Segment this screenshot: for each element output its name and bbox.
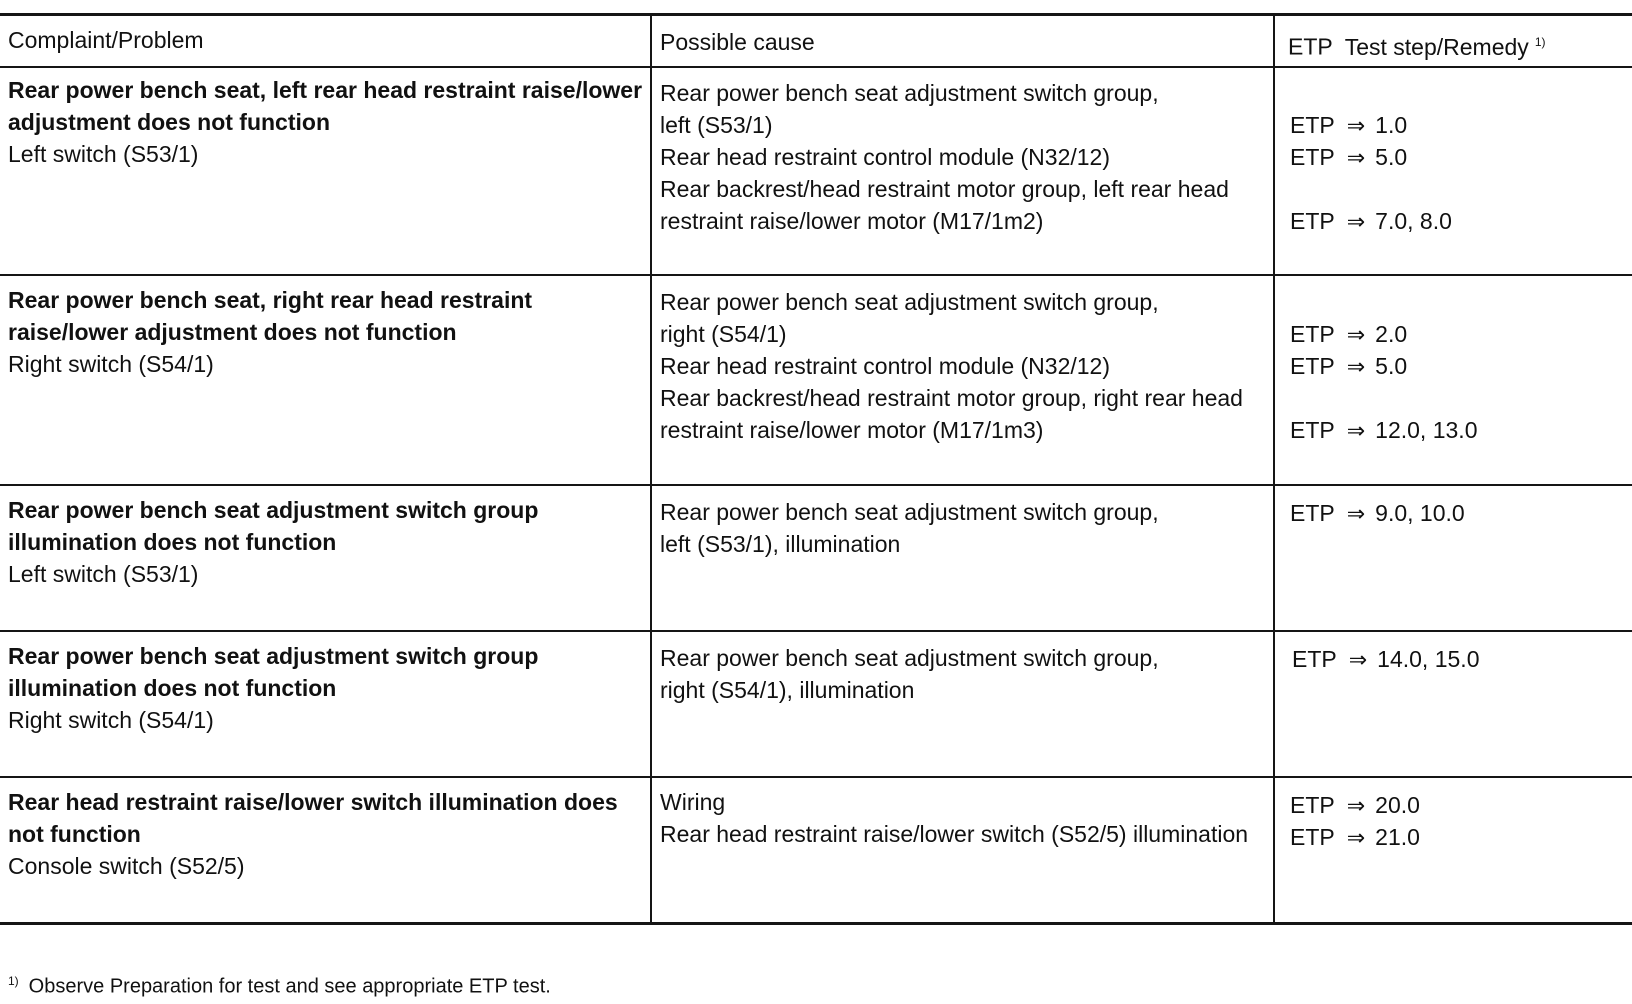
- row-2-cause-line-1: Rear power bench seat adjustment switch group,: [660, 289, 1159, 315]
- etp-label: ETP: [1290, 321, 1335, 347]
- etp-step: 7.0, 8.0: [1375, 208, 1452, 234]
- footnote-mark: 1): [8, 974, 19, 988]
- row-2-cause-line-4: Rear backrest/head restraint motor group, right rear head: [660, 385, 1243, 411]
- row-3-remedy-1: [1290, 497, 1465, 529]
- etp-label: ETP: [1292, 646, 1337, 672]
- row-5-remedies: [1290, 789, 1420, 853]
- row-2-remedies: [1290, 318, 1477, 446]
- header-remedy-prefix: ETP: [1288, 33, 1333, 60]
- row-1-cause-line-3: Rear head restraint control module (N32/12): [660, 144, 1111, 170]
- row-1-problem-line-1: Rear power bench seat, left rear head restraint raise/lower: [8, 77, 643, 103]
- double-arrow-icon: ⇒: [1346, 354, 1366, 379]
- header-possible-cause: Possible cause: [660, 29, 815, 55]
- etp-label: ETP: [1290, 353, 1335, 379]
- footnote: [8, 974, 551, 999]
- row-5-cause-line-2: Rear head restraint raise/lower switch (S52/5) illumination: [660, 821, 1249, 847]
- row-4-problem: [8, 640, 538, 736]
- row-1-causes: [660, 77, 1229, 237]
- row-5-problem-note: Console switch (S52/5): [8, 853, 245, 879]
- row-2-causes: [660, 286, 1243, 446]
- row-2-remedy-2: [1290, 350, 1477, 382]
- double-arrow-icon: ⇒: [1346, 793, 1366, 818]
- etp-step: 12.0, 13.0: [1375, 417, 1478, 443]
- double-arrow-icon: ⇒: [1346, 145, 1366, 170]
- header-remedy: [1288, 28, 1545, 61]
- row-5-problem: [8, 786, 618, 882]
- row-3-cause-line-1: Rear power bench seat adjustment switch group,: [660, 499, 1159, 525]
- footnote-text: Observe Preparation for test and see appropriate ETP test.: [28, 975, 551, 998]
- row-3-problem-line-2: illumination does not function: [8, 529, 337, 555]
- row-4-cause-line-1: Rear power bench seat adjustment switch group,: [660, 645, 1159, 671]
- header-complaint: Complaint/Problem: [8, 27, 204, 53]
- row-3-problem-line-1: Rear power bench seat adjustment switch group: [8, 497, 539, 523]
- row-1-cause-line-1: Rear power bench seat adjustment switch group,: [660, 80, 1159, 106]
- etp-label: ETP: [1290, 500, 1335, 526]
- row-divider-1: [0, 274, 1632, 276]
- header-remedy-label: Test step/Remedy: [1344, 33, 1529, 60]
- row-1-cause-line-5: restraint raise/lower motor (M17/1m2): [660, 208, 1044, 234]
- row-5-remedy-1: [1290, 789, 1420, 821]
- row-4-causes: [660, 642, 1159, 706]
- row-3-problem: [8, 494, 538, 590]
- column-divider-1: [650, 14, 652, 924]
- row-3-remedies: [1290, 497, 1465, 529]
- row-2-problem-note: Right switch (S54/1): [8, 351, 214, 377]
- row-1-remedy-2: [1290, 141, 1452, 173]
- row-1-remedy-3: [1290, 205, 1452, 237]
- row-2-problem-line-2: raise/lower adjustment does not function: [8, 319, 457, 345]
- row-2-problem: [8, 284, 532, 380]
- double-arrow-icon: ⇒: [1346, 113, 1366, 138]
- double-arrow-icon: ⇒: [1346, 501, 1366, 526]
- row-1-cause-line-2: left (S53/1): [660, 112, 773, 138]
- row-1-cause-line-4: Rear backrest/head restraint motor group, left rear head: [660, 176, 1229, 202]
- header-bottom-rule: [0, 66, 1632, 68]
- row-1-problem: [8, 74, 642, 170]
- row-3-causes: [660, 496, 1159, 560]
- row-1-remedies: [1290, 109, 1452, 237]
- double-arrow-icon: ⇒: [1346, 825, 1366, 850]
- table-top-rule: [0, 13, 1632, 16]
- etp-step: 2.0: [1375, 321, 1408, 347]
- etp-label: ETP: [1290, 208, 1335, 234]
- row-1-remedy-1: [1290, 109, 1452, 141]
- header-footnote-mark: 1): [1534, 35, 1546, 49]
- table-bottom-rule: [0, 922, 1632, 925]
- row-5-causes: [660, 786, 1248, 850]
- column-divider-2: [1273, 14, 1275, 924]
- etp-label: ETP: [1290, 112, 1335, 138]
- etp-step: 20.0: [1375, 792, 1420, 818]
- row-5-cause-line-1: Wiring: [660, 789, 726, 815]
- etp-step: 1.0: [1375, 112, 1408, 138]
- row-4-problem-note: Right switch (S54/1): [8, 707, 214, 733]
- row-1-problem-line-2: adjustment does not function: [8, 109, 330, 135]
- etp-label: ETP: [1290, 417, 1335, 443]
- row-2-cause-line-5: restraint raise/lower motor (M17/1m3): [660, 417, 1044, 443]
- double-arrow-icon: ⇒: [1346, 418, 1366, 443]
- etp-step: 5.0: [1375, 144, 1408, 170]
- row-2-cause-line-3: Rear head restraint control module (N32/12): [660, 353, 1111, 379]
- double-arrow-icon: ⇒: [1346, 322, 1366, 347]
- row-3-problem-note: Left switch (S53/1): [8, 561, 199, 587]
- etp-label: ETP: [1290, 144, 1335, 170]
- row-2-remedy-1: [1290, 318, 1477, 350]
- row-divider-4: [0, 776, 1632, 778]
- row-4-remedy-1: [1292, 643, 1479, 675]
- row-2-problem-line-1: Rear power bench seat, right rear head restraint: [8, 287, 533, 313]
- etp-step: 9.0, 10.0: [1375, 500, 1465, 526]
- row-5-problem-line-2: not function: [8, 821, 141, 847]
- row-5-remedy-2: [1290, 821, 1420, 853]
- row-4-problem-line-2: illumination does not function: [8, 675, 337, 701]
- row-4-cause-line-2: right (S54/1), illumination: [660, 677, 915, 703]
- row-1-problem-note: Left switch (S53/1): [8, 141, 199, 167]
- row-divider-2: [0, 484, 1632, 486]
- row-3-cause-line-2: left (S53/1), illumination: [660, 531, 901, 557]
- double-arrow-icon: ⇒: [1348, 647, 1368, 672]
- row-2-remedy-3: [1290, 414, 1477, 446]
- etp-step: 5.0: [1375, 353, 1408, 379]
- etp-label: ETP: [1290, 792, 1335, 818]
- etp-step: 14.0, 15.0: [1377, 646, 1480, 672]
- row-4-problem-line-1: Rear power bench seat adjustment switch group: [8, 643, 539, 669]
- row-2-cause-line-2: right (S54/1): [660, 321, 787, 347]
- double-arrow-icon: ⇒: [1346, 209, 1366, 234]
- row-divider-3: [0, 630, 1632, 632]
- row-5-problem-line-1: Rear head restraint raise/lower switch illumination does: [8, 789, 618, 815]
- etp-step: 21.0: [1375, 824, 1420, 850]
- etp-label: ETP: [1290, 824, 1335, 850]
- row-4-remedies: [1292, 643, 1479, 675]
